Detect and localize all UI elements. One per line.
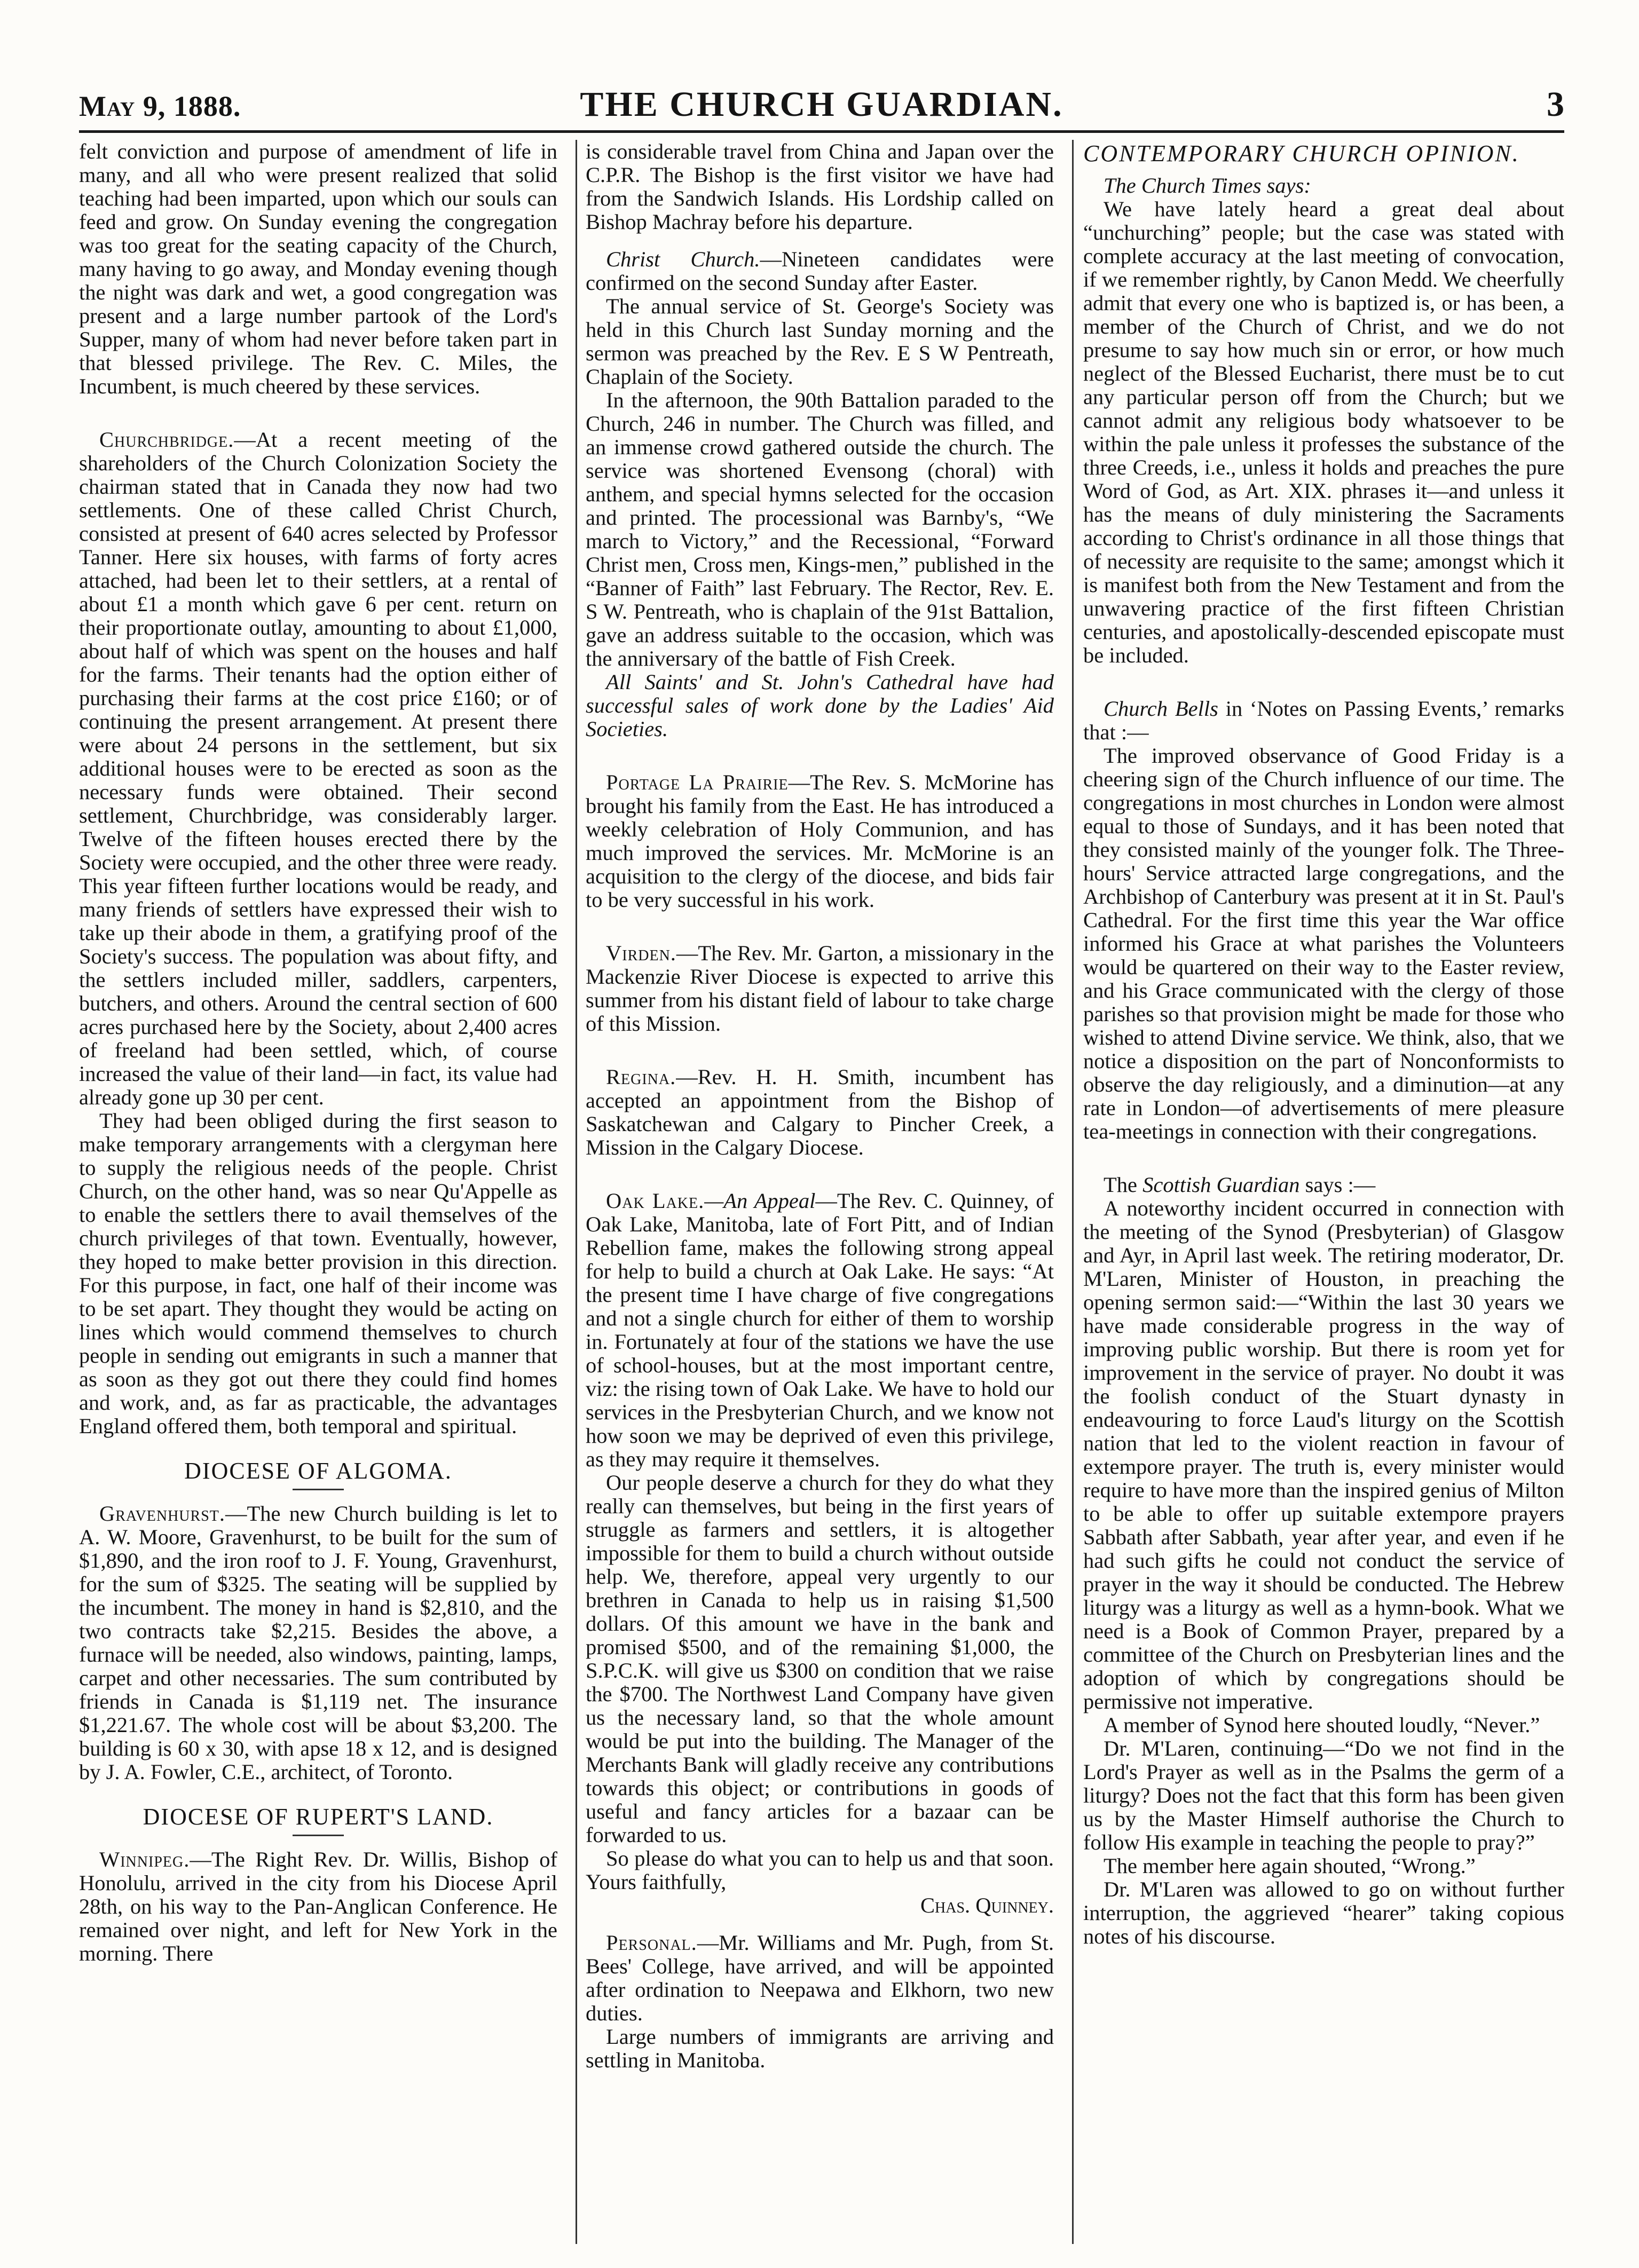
quote-paragraph: A noteworthy incident occurred in connection with the meeting of the Synod (Presbyterian) of Glasgow and Ayr, in April last week. The retiring moderator, Dr. M'Laren, Minister of Houston, in preaching the opening sermon said:—“Within the last 30 years we have made considerable progress in the way of improving public worship. But there is room yet for improvement in the service of prayer. No doubt it was the foolish conduct of the Stuart dynasty in endeavouring to force Laud's liturgy on the Scottish nation that led to the violent reaction in favour of extempore prayer. The truth is, every minister would require to have more than the inspired genius of Milton to be able to offer up suitable extempore prayers Sabbath after Sabbath, year after year, and even if he had such gifts he could not conduct the service of prayer in the way it should be conducted. The Hebrew liturgy was a liturgy as well as a hymn-book. What we need is a Book of Common Prayer, prepared by a committee of the Church on Presbyterian lines and the adoption of which by congregations should be permissive not imperative. [1083, 1196, 1564, 1713]
dateline: Oak Lake. [606, 1189, 705, 1213]
columns [79, 140, 1564, 2244]
quote-paragraph: Dr. M'Laren was allowed to go on without further interruption, the aggrieved “hearer” taking copious notes of his discourse. [1083, 1877, 1564, 1948]
article-text: —Mr. Williams and Mr. Pugh, from St. Bees' College, have arrived, and will be appointed after ordination to Neepawa and Elkhorn, two new duties. [586, 1931, 1054, 2025]
article-paragraph: Our people deserve a church for they do what they really can themselves, but being in the first years of struggle as farmers and settlers, it is altogether impossible for them to build a church without outside help. We, therefore, appeal very urgently to our brethren in Canada to help us in raising $1,500 dollars. Of this amount we have in the bank and promised $500, and of the remaining $1,000, the S.P.C.K. will give us $300 on condition that we raise the $700. The Northwest Land Company have given us the necessary land, so that the whole amount would be put into the building. The Manager of the Merchants Bank will gladly receive any contributions towards this object; or contributions in goods of useful and fancy articles for a bazaar can be forwarded to us. [586, 1471, 1054, 1847]
article-christ-church [586, 248, 1054, 295]
subheading: —An Appeal [704, 1189, 816, 1213]
newspaper-title: THE CHURCH GUARDIAN. [580, 85, 1063, 124]
column-2 [576, 140, 1062, 2244]
quote-paragraph: A member of Synod here shouted loudly, “Never.” [1104, 1713, 1540, 1737]
quote-intro: The Church Times says: [1104, 173, 1311, 197]
article-regina [586, 1065, 1054, 1159]
article-paragraph: They had been obliged during the first season to make temporary arrangements with a clergyman here to supply the religious needs of the people. Christ Church, on the other hand, was so near Qu'Appelle as to enable the settlers there to avail themselves of the church privileges of that town. Eventually, however, they hoped to make better provision in this direction. For this purpose, in fact, one half of their income was to be set apart. They thought they would be acting on lines which would commend themselves to church people in sending out emigrants in such a manner that as soon as they got out there they could find homes and work, and, as far as practicable, the advantages England offered them, both temporal and spiritual. [79, 1109, 557, 1438]
intro-text: The [1104, 1173, 1143, 1197]
dateline: Regina. [606, 1065, 676, 1089]
column-3 [1072, 140, 1564, 2244]
article-text: —The Right Rev. Dr. Willis, Bishop of Honolulu, arrived in the city from his Diocese April 28th, on his way to the Pan-Anglican Conference. He remained over night, and left for New York in the morning. There [79, 1847, 557, 1965]
article-paragraph: All Saints' and St. John's Cathedral have had successful sales of work done by the Ladies' Aid Societies. [586, 670, 1054, 741]
publication-name: Church Bells [1104, 697, 1218, 721]
article-winnipeg [79, 1848, 557, 1965]
quote-intro [1083, 697, 1564, 744]
dateline: Gravenhurst. [99, 1502, 225, 1526]
quote-paragraph: The improved observance of Good Friday is a cheering sign of the Church influence of our time. The congregations in most churches in London were almost equal to those of Sundays, and it has been noted that they consisted mainly of the younger folk. The Three-hours' Service attracted large congregations, and the Archbishop of Canterbury was present at it in St. Paul's Cathedral. For the first time this year the War office informed his Grace at what parishes the Volunteers would be quartered on their way to the Easter review, and his Grace communicated with the clergy of those parishes so that provision might be made for those who wished to attend Divine service. We think, also, that we notice a disposition on the part of Nonconformists to observe the day religiously, and a diminution—at any rate in London—of advertisements of mere pleasure tea-meetings in connection with their congregations. [1083, 744, 1564, 1143]
dateline: Virden. [606, 941, 676, 965]
dateline: Personal. [606, 1931, 697, 1955]
article-oak-lake [586, 1189, 1054, 1471]
masthead [79, 85, 1564, 133]
article-paragraph: felt conviction and purpose of amendment of life in many, and all who were present realized that solid teaching had been imparted, upon which our souls can feed and grow. On Sunday evening the congregation was too great for the seating capacity of the Church, many having to go away, and Monday evening though the night was dark and wet, a good congregation was present and a large number partook of the Lord's Supper, many of whom had never before taken part in that blessed privilege. The Rev. C. Miles, the Incumbent, is much cheered by these services. [79, 140, 557, 398]
article-text: So please do what you can to help us and that soon. Yours faithfully, [586, 1846, 1054, 1894]
intro-text: in ‘Notes on Passing Events,’ remarks that :— [1083, 697, 1564, 744]
section-heading-contemporary: CONTEMPORARY CHURCH OPINION. [1083, 140, 1520, 167]
quote-paragraph: The member here again shouted, “Wrong.” [1104, 1854, 1476, 1878]
divider [293, 1489, 344, 1490]
quote-paragraph: We have lately heard a great deal about “unchurching” people; but the case was stated with complete accuracy at the last meeting of convocation, if we remember rightly, by Canon Medd. We cheerfully admit that every one who is baptized is, or has been, a member of the Church of Christ, and we do not presume to say how much sin or error, or how much neglect of the Blessed Eucharist, there must be to cut any particular person off from the Church; but we cannot admit any religious body whatsoever to be within the pale unless it professes the substance of the three Creeds, i.e., unless it holds and preaches the pure Word of God, as Art. XIX. phrases it—and unless it has the means of duly ministering the Sacraments according to Christ's ordinance in all those things that of necessity are requisite to the same; amongst which it is manifest both from the New Testament and from the unwavering practice of the first fifteen Christian centuries, and apostolically-descended episcopate must be included. [1083, 197, 1564, 667]
column-1 [79, 140, 566, 2244]
article-gravenhurst [79, 1502, 557, 1784]
article-text: —The new Church building is let to A. W. Moore, Gravenhurst, to be built for the sum of $1,890, and the iron roof to J. F. Young, Gravenhurst, for the sum of $325. The seating will be supplied by the incumbent. The money in hand is $2,810, and the two contracts take $2,215. Besides the above, a furnace will be needed, also windows, painting, lamps, carpet and other necessaries. The sum contributed by friends in Canada is $1,119 net. The insurance $1,221.67. The whole cost will be about $3,200. The building is 60 x 30, with apse 18 x 12, and is designed by J. A. Fowler, C.E., architect, of Toronto. [79, 1502, 557, 1784]
article-text: —The Rev. C. Quinney, of Oak Lake, Manitoba, late of Fort Pitt, and of Indian Rebellion fame, makes the following strong appeal for help to build a church at Oak Lake. He says: “At the present time I have charge of five congregations and not a single church for either of them to worship in. Fortunately at four of the stations we have the use of school-houses, but at the most important centre, viz: the rising town of Oak Lake. We have to hold our services in the Presbyterian Church, and we know not how soon we may be deprived of even this privilege, as they may require it themselves. [586, 1189, 1054, 1471]
article-churchbridge [79, 428, 557, 1109]
quote-paragraph: Dr. M'Laren, continuing—“Do we not find in the Lord's Prayer as well as in the Psalms the germ of a liturgy? Does not the fact that this form has been given us by the Master Himself authorise the Church to follow His example in teaching the people to pray?” [1083, 1736, 1564, 1854]
divider [293, 1835, 344, 1836]
dateline: Portage La Prairie [606, 770, 789, 794]
article-text: —At a recent meeting of the shareholders of the Church Colonization Society the chairman stated that in Canada they now had two settlements. One of these called Christ Church, consisted at present of 640 acres selected by Professor Tanner. Here six houses, with farms of forty acres attached, had been let to their settlers, at a rental of about £1 a month which gave 6 per cent. return on their proportionate outlay, amounting to about £1,000, about half of which was spent on the houses and half for the farms. Their tenants had the option either of purchasing their farms at the cost price £160; or of continuing the present arrangement. At present there were about 24 persons in the settlement, but six additional houses were to be erected as soon as the necessary funds were obtained. Their second settlement, Churchbridge, was considerably larger. Twelve of the fifteen houses erected there by the Society were occupied, and the other three were ready. This year fifteen further locations would be ready, and many friends of settlers have expressed their wish to take up their abode in them, a gratifying proof of the Society's success. The population was about fifty, and the settlers included miller, saddlers, carpenters, butchers, and others. Around the central section of 600 acres purchased here by the Society, about 2,400 acres of freeland had been settled, which, of course increased the value of their land—in fact, its value had already gone up 30 per cent. [79, 428, 557, 1109]
article-portage [586, 771, 1054, 912]
article-paragraph: The annual service of St. George's Society was held in this Church last Sunday morning and the sermon was preached by the Rev. E S W Pentreath, Chaplain of the Society. [586, 294, 1054, 389]
article-text: —The Rev. Mr. Garton, a missionary in the Mackenzie River Diocese is expected to arrive this summer from his distant field of labour to take charge of this Mission. [586, 941, 1054, 1036]
intro-text: says :— [1299, 1173, 1376, 1197]
issue-date: May 9, 1888. [79, 90, 241, 122]
signature: Chas. Quinney. [920, 1893, 1054, 1917]
article-paragraph: is considerable travel from China and Japan over the C.P.R. The Bishop is the first visitor we have had from the Sandwich Islands. His Lordship called on Bishop Machray before his departure. [586, 140, 1054, 234]
article-virden [586, 942, 1054, 1036]
page-number: 3 [1547, 85, 1564, 124]
article-text: —Rev. H. H. Smith, incumbent has accepted an appointment from the Bishop of Saskatchewan and Calgary to Pincher Creek, a Mission in the Calgary Diocese. [586, 1065, 1054, 1159]
section-heading-ruperts-land: DIOCESE OF RUPERT'S LAND. [143, 1804, 494, 1830]
quote-intro [1083, 1173, 1564, 1197]
dateline: Christ Church. [606, 247, 760, 271]
article-personal [586, 1931, 1054, 2025]
section-heading-algoma: DIOCESE OF ALGOMA. [184, 1458, 452, 1484]
article-text: —The Rev. S. McMorine has brought his family from the East. He has introduced a weekly celebration of Holy Communion, and has much improved the services. Mr. McMorine is an acquisition to the clergy of the diocese, and bids fair to be very successful in his work. [586, 770, 1054, 912]
article-paragraph: In the afternoon, the 90th Battalion paraded to the Church, 246 in number. The Church was filled, and an immense crowd gathered outside the church. The service was shortened Evensong (choral) with anthem, and special hymns selected for the occasion and printed. The processional was Barnby's, “We march to Victory,” and the Recessional, “Forward Christ men, Cross men, Kings-men,” published in the “Banner of Faith” last February. The Rector, Rev. E. S W. Pentreath, who is chaplain of the 91st Battalion, gave an address suitable to the occasion, which was the anniversary of the battle of Fish Creek. [586, 388, 1054, 670]
dateline: Churchbridge. [99, 428, 234, 452]
article-text: —Nineteen candidates were confirmed on the second Sunday after Easter. [586, 247, 1054, 295]
article-paragraph [586, 1847, 1054, 1917]
article-paragraph: Large numbers of immigrants are arriving and settling in Manitoba. [586, 2025, 1054, 2072]
publication-name: Scottish Guardian [1142, 1173, 1300, 1197]
dateline: Winnipeg. [99, 1847, 190, 1871]
